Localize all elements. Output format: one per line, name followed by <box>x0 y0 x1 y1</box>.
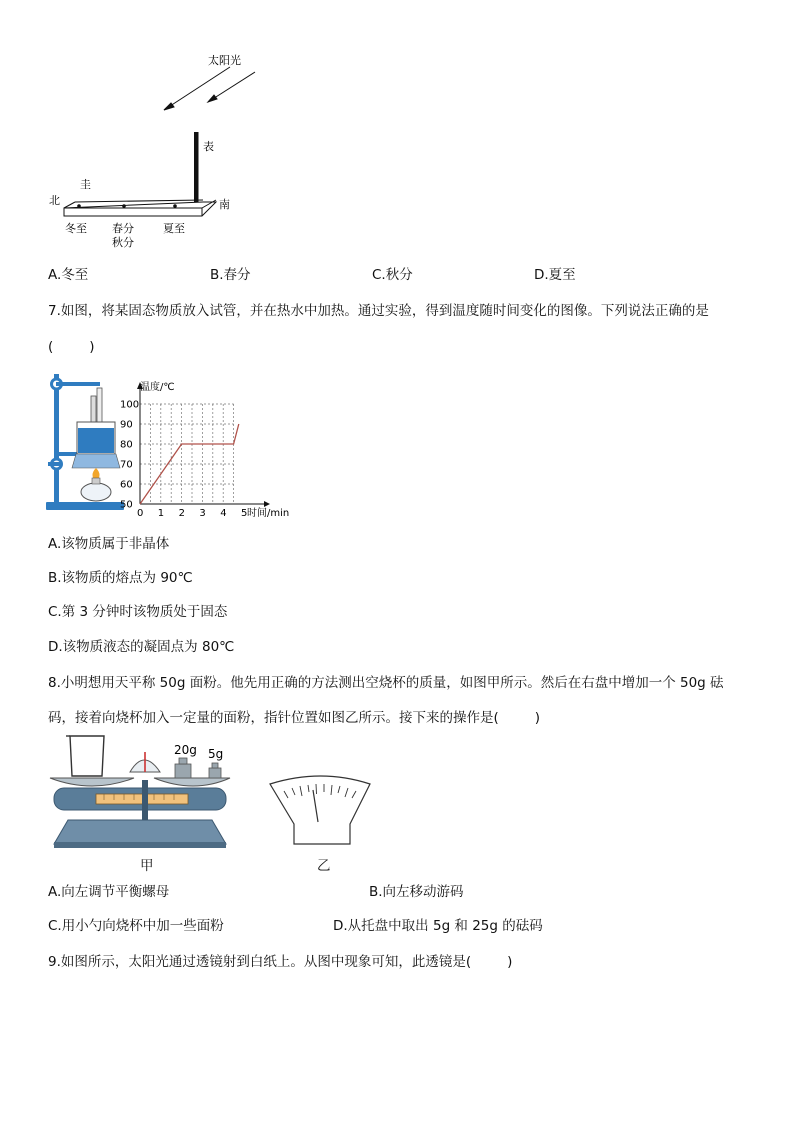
heating-apparatus <box>44 368 128 514</box>
winter-solstice-label: 冬至 <box>65 222 87 235</box>
gui-label: 圭 <box>80 178 91 191</box>
q7-option-b: B.该物质的熔点为 90℃ <box>48 570 193 586</box>
sunlight-label: 太阳光 <box>208 54 241 67</box>
q7-option-c: C.第 3 分钟时该物质处于固态 <box>48 604 228 620</box>
x-axis-arrow <box>264 501 270 507</box>
q8-option-d: D.从托盘中取出 5g 和 25g 的砝码 <box>333 918 543 934</box>
gnomon-label: 表 <box>203 140 214 153</box>
q7-stem: 7.如图，将某固态物质放入试管，并在热水中加热。通过实验，得到温度随时间变化的图像。下列说法正确的是 <box>48 303 709 319</box>
q9-stem: 9.如图所示，太阳光通过透镜射到白纸上。从图中现象可知，此透镜是( ) <box>48 954 513 970</box>
q6-option-d: D.夏至 <box>534 267 576 283</box>
x-tick-label: 3 <box>199 508 206 519</box>
weight-20g-label: 20g <box>174 743 197 757</box>
q6-option-c: C.秋分 <box>372 267 413 283</box>
q8-option-a: A.向左调节平衡螺母 <box>48 884 170 900</box>
q8-stem-line1: 8.小明想用天平称 50g 面粉。他先用正确的方法测出空烧杯的质量，如图甲所示。然后在右盘中增加一个 50g 砝 <box>48 675 724 691</box>
temperature-chart <box>120 380 292 520</box>
y-tick-label: 60 <box>120 479 133 491</box>
x-tick-label: 4 <box>220 508 227 519</box>
balance-figure <box>44 732 234 852</box>
figure-b-caption: 乙 <box>317 858 331 874</box>
q6-option-b: B.春分 <box>210 267 251 283</box>
y-tick-label: 90 <box>120 419 133 431</box>
x-tick-label: 5 <box>241 508 248 519</box>
y-axis-label: 温度/℃ <box>140 382 175 393</box>
x-tick-label: 2 <box>178 508 185 519</box>
weight-5g-label: 5g <box>208 747 224 761</box>
y-tick-label: 80 <box>120 439 133 451</box>
q6-option-a: A.冬至 <box>48 267 89 283</box>
autumn-equinox-label: 秋分 <box>112 236 134 249</box>
spring-equinox-label: 春分 <box>112 222 134 235</box>
q8-option-c: C.用小勺向烧杯中加一些面粉 <box>48 918 224 934</box>
south-label: 南 <box>219 198 230 211</box>
figure-a-caption: 甲 <box>140 858 154 874</box>
x-tick-label: 0 <box>137 508 144 519</box>
q7-option-d: D.该物质液态的凝固点为 80℃ <box>48 639 235 655</box>
x-axis-label: 时间/min <box>247 508 290 519</box>
q7-answer-blank: ( ) <box>48 339 95 355</box>
north-label: 北 <box>49 194 60 207</box>
q8-stem-line2: 码，接着向烧杯加入一定量的面粉，指针位置如图乙所示。接下来的操作是( ) <box>48 710 541 726</box>
pointer-scale-figure <box>266 774 376 852</box>
y-tick-label: 70 <box>120 459 133 471</box>
summer-solstice-label: 夏至 <box>163 222 185 235</box>
gnomon-figure <box>40 50 260 255</box>
gnomon-pole <box>194 132 199 202</box>
q8-option-b: B.向左移动游码 <box>369 884 464 900</box>
q7-option-a: A.该物质属于非晶体 <box>48 536 170 552</box>
x-tick-label: 1 <box>157 508 165 519</box>
y-tick-label: 100 <box>120 399 140 411</box>
y-tick-label: 50 <box>120 499 133 511</box>
